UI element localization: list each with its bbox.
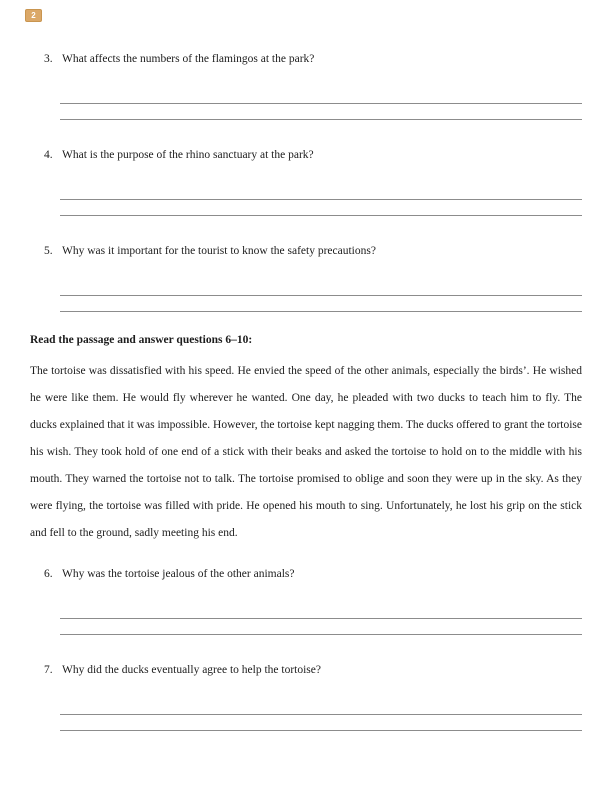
question-3: [30, 52, 582, 120]
question-6: [30, 567, 582, 635]
question-number: 6.: [44, 568, 53, 580]
question-text: Why was it important for the tourist to know the safety precautions?: [62, 245, 376, 257]
question-number: 4.: [44, 149, 53, 161]
question-row: [30, 567, 582, 582]
question-row: [30, 244, 582, 259]
answer-line: [60, 103, 582, 104]
answer-line: [60, 199, 582, 200]
worksheet-content: [30, 52, 582, 731]
question-4: [30, 148, 582, 216]
page-number-badge: 2: [25, 9, 42, 22]
passage-heading: Read the passage and answer questions 6–10:: [30, 334, 253, 346]
answer-line: [60, 295, 582, 296]
question-text: Why did the ducks eventually agree to help the tortoise?: [62, 664, 321, 676]
question-number: 5.: [44, 245, 53, 257]
answer-line: [60, 215, 582, 216]
question-number: 3.: [44, 53, 53, 65]
question-row: [30, 52, 582, 67]
question-row: [30, 148, 582, 163]
answer-line: [60, 119, 582, 120]
question-row: [30, 663, 582, 678]
answer-line: [60, 714, 582, 715]
question-5: [30, 244, 582, 312]
question-7: [30, 663, 582, 731]
answer-line: [60, 730, 582, 731]
answer-line: [60, 618, 582, 619]
question-text: What affects the numbers of the flamingos at the park?: [62, 53, 315, 65]
passage-body: The tortoise was dissatisfied with his speed. He envied the speed of the other animals, especially the birds’. He wished he were like them. He would fly wherever he wanted. One day, he pleaded with two ducks to teach him to fly. The ducks explained that it was impossible. However, the tortoise kept nagging them. The ducks offered to grant the tortoise his wish. They took hold of one end of a stick with their beaks and asked the tortoise to hold on to the middle with his mouth. They warned the tortoise not to talk. The tortoise promised to oblige and soon they were up in the sky. As they were flying, the tortoise was filled with pride. He opened his mouth to sing. Unfortunately, he lost his grip on the stick and fell to the ground, sadly meeting his end.: [30, 365, 582, 539]
answer-line: [60, 634, 582, 635]
question-text: Why was the tortoise jealous of the other animals?: [62, 568, 295, 580]
answer-line: [60, 311, 582, 312]
question-text: What is the purpose of the rhino sanctuary at the park?: [62, 149, 314, 161]
question-number: 7.: [44, 664, 53, 676]
